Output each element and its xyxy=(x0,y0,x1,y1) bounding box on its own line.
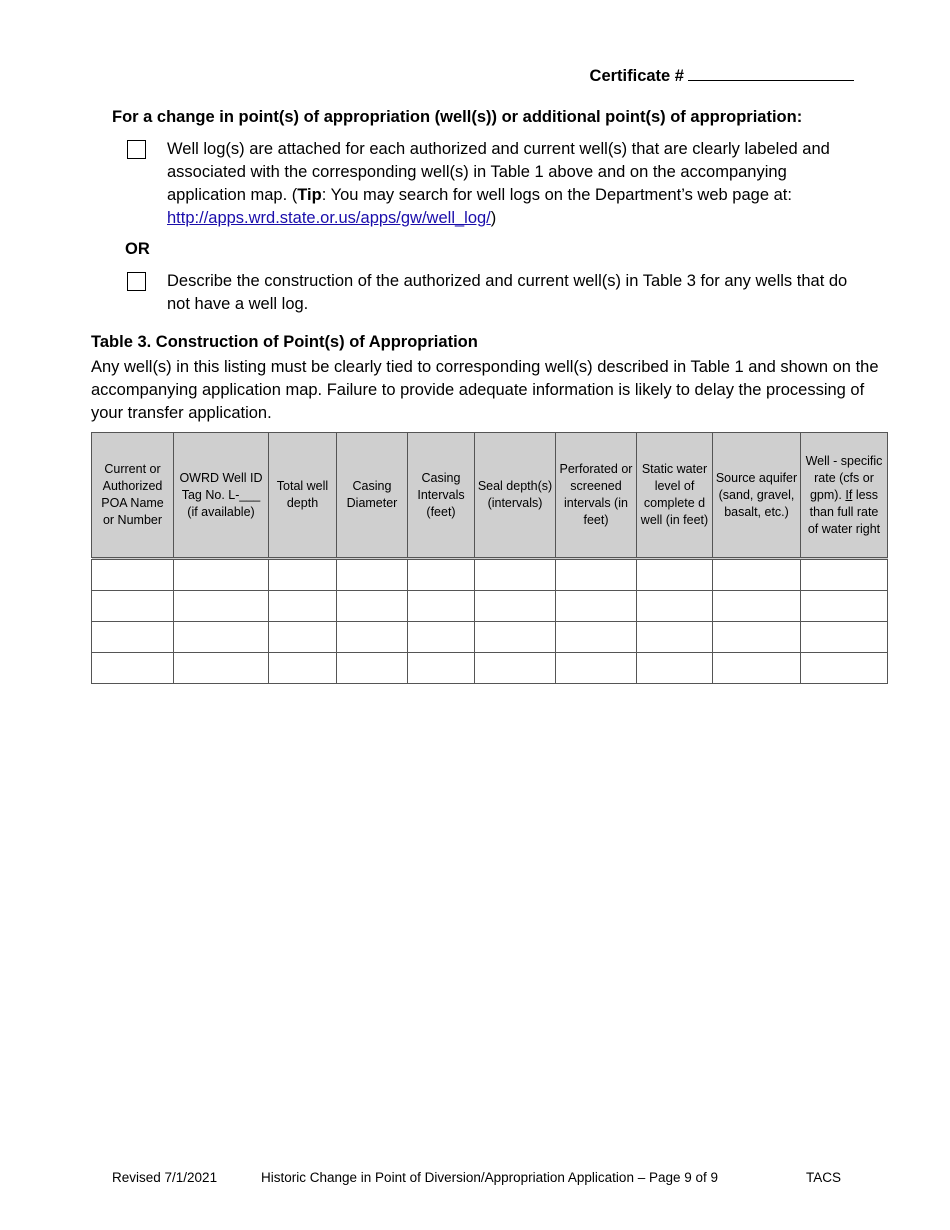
table-cell[interactable] xyxy=(337,591,408,622)
table-row xyxy=(92,591,888,622)
table-cell[interactable] xyxy=(92,591,174,622)
table-cell[interactable] xyxy=(556,653,637,684)
footer-revised-date: Revised 7/1/2021 xyxy=(112,1170,218,1185)
table-cell[interactable] xyxy=(713,591,801,622)
tip-label: Tip xyxy=(297,186,322,204)
table-cell[interactable] xyxy=(475,653,556,684)
header-static-water-level: Static water level of complete d well (in feet) xyxy=(637,433,713,559)
table-cell[interactable] xyxy=(408,653,475,684)
table-cell[interactable] xyxy=(713,559,801,591)
table-cell[interactable] xyxy=(269,622,337,653)
header-well-id-tag: OWRD Well ID Tag No. L-___ (if available) xyxy=(174,433,269,559)
footer-code: TACS xyxy=(806,1170,842,1185)
well-log-link[interactable]: http://apps.wrd.state.or.us/apps/gw/well_log/ xyxy=(167,209,491,227)
table-header-row xyxy=(92,433,888,559)
table-cell[interactable] xyxy=(337,559,408,591)
header-well-specific-rate xyxy=(801,433,888,559)
table-cell[interactable] xyxy=(92,559,174,591)
construction-table-container xyxy=(91,432,887,684)
header-casing-intervals: Casing Intervals (feet) xyxy=(408,433,475,559)
table-cell[interactable] xyxy=(269,559,337,591)
table-cell[interactable] xyxy=(637,653,713,684)
header-rate-rest: less than full rate of water right xyxy=(807,487,881,536)
table-cell[interactable] xyxy=(801,653,888,684)
option1-text-before: Well log(s) are attached for each authorized and current well(s) that are clearly labeled and associated with the corresponding well(s) in Table 1 above and on the accompanying application map. ( xyxy=(167,140,830,204)
section-heading: For a change in point(s) of appropriation (well(s)) or additional point(s) of appropriation: xyxy=(112,108,803,126)
option1-text-after: : You may search for well logs on the Department’s web page at: xyxy=(321,186,792,204)
table-cell[interactable] xyxy=(801,559,888,591)
certificate-number-blank[interactable] xyxy=(688,66,854,81)
describe-construction-checkbox[interactable] xyxy=(127,272,146,291)
table-cell[interactable] xyxy=(637,591,713,622)
table-cell[interactable] xyxy=(713,653,801,684)
table-cell[interactable] xyxy=(174,653,269,684)
table-cell[interactable] xyxy=(408,591,475,622)
certificate-label: Certificate # xyxy=(589,67,684,85)
table-cell[interactable] xyxy=(174,622,269,653)
table-cell[interactable] xyxy=(556,591,637,622)
well-log-option-text xyxy=(167,138,867,230)
table-cell[interactable] xyxy=(637,559,713,591)
header-casing-diameter: Casing Diameter xyxy=(337,433,408,559)
table-title: Table 3. Construction of Point(s) of Appropriation xyxy=(91,333,478,351)
table-cell[interactable] xyxy=(556,559,637,591)
table-cell[interactable] xyxy=(713,622,801,653)
certificate-number-field xyxy=(590,66,854,86)
well-log-attached-checkbox[interactable] xyxy=(127,140,146,159)
table-cell[interactable] xyxy=(408,622,475,653)
table-row xyxy=(92,653,888,684)
table-cell[interactable] xyxy=(174,559,269,591)
table-cell[interactable] xyxy=(337,622,408,653)
header-rate-if: If xyxy=(845,487,853,502)
table-cell[interactable] xyxy=(801,591,888,622)
header-total-depth: Total well depth xyxy=(269,433,337,559)
header-rate-text: Well - specific rate (cfs or gpm). xyxy=(805,453,883,502)
table-cell[interactable] xyxy=(337,653,408,684)
header-seal-depth: Seal depth(s) (intervals) xyxy=(475,433,556,559)
table-cell[interactable] xyxy=(475,622,556,653)
table-cell[interactable] xyxy=(475,591,556,622)
table-cell[interactable] xyxy=(92,622,174,653)
footer-title: Historic Change in Point of Diversion/Appropriation Application – Page 9 of 9 xyxy=(261,1170,719,1185)
table-row xyxy=(92,559,888,591)
describe-construction-text: Describe the construction of the authorized and current well(s) in Table 3 for any wells that do not have a well log. xyxy=(167,272,848,313)
table-intro: Any well(s) in this listing must be clearly tied to corresponding well(s) described in Table 1 and shown on the accompanying application map. Failure to provide adequate information is likely to delay the processing of your transfer application. xyxy=(91,358,879,422)
header-source-aquifer: Source aquifer (sand, gravel, basalt, etc.) xyxy=(713,433,801,559)
header-poa-name: Current or Authorized POA Name or Number xyxy=(92,433,174,559)
table-cell[interactable] xyxy=(637,622,713,653)
option1-closing: ) xyxy=(490,209,497,227)
table-cell[interactable] xyxy=(269,591,337,622)
construction-table xyxy=(91,432,888,684)
table-cell[interactable] xyxy=(92,653,174,684)
table-row xyxy=(92,622,888,653)
table-cell[interactable] xyxy=(408,559,475,591)
table-cell[interactable] xyxy=(556,622,637,653)
table-cell[interactable] xyxy=(174,591,269,622)
table-cell[interactable] xyxy=(269,653,337,684)
header-perforated-intervals: Perforated or screened intervals (in feet) xyxy=(556,433,637,559)
table-cell[interactable] xyxy=(801,622,888,653)
table-cell[interactable] xyxy=(475,559,556,591)
or-label: OR xyxy=(125,240,150,258)
